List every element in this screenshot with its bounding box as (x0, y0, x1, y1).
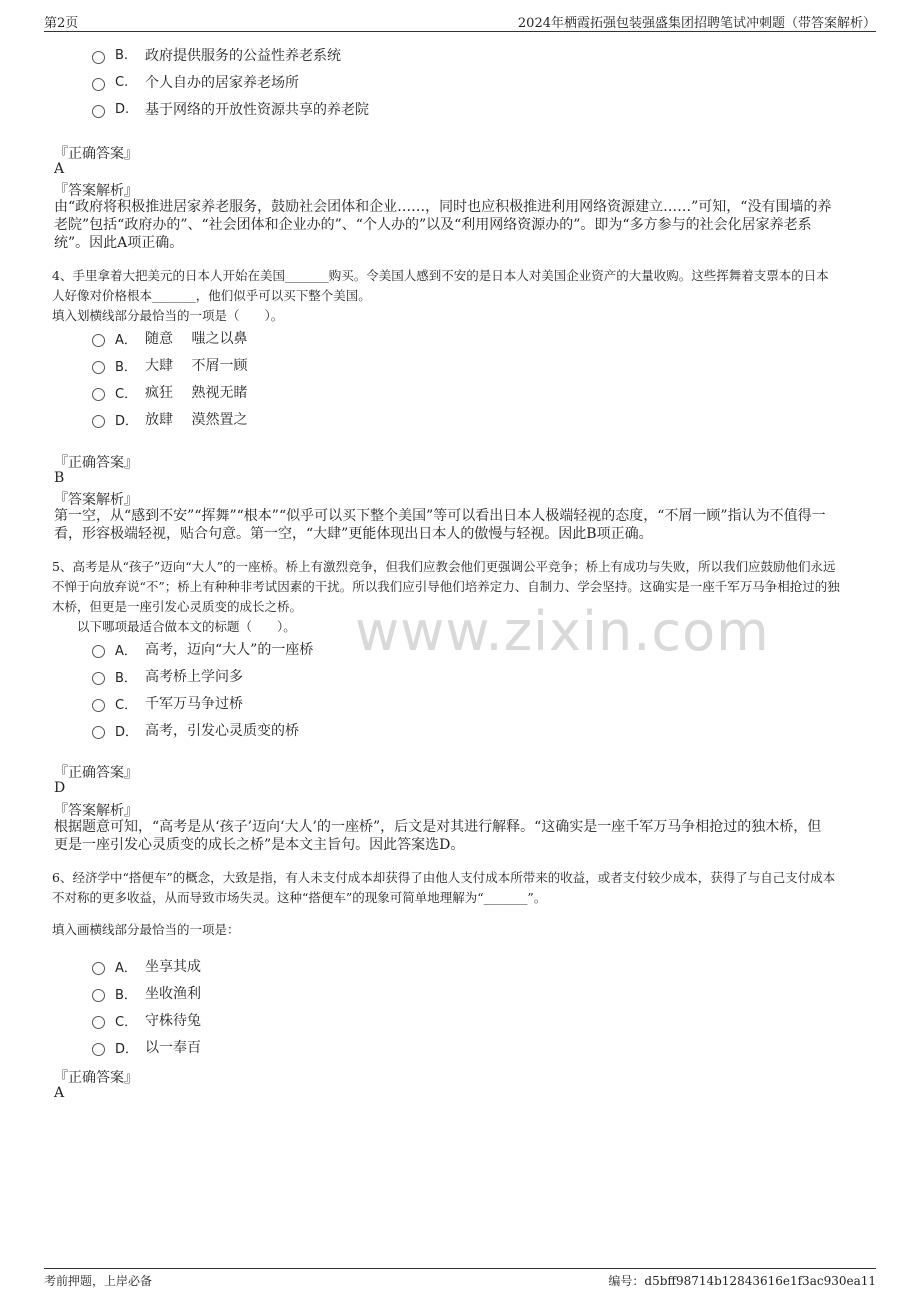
radio-icon[interactable] (92, 51, 105, 64)
option-a[interactable]: A． 坐享其成 (92, 956, 201, 976)
document-title: 2024年栖霞拓强包装强盛集团招聘笔试冲刺题（带答案解析） (517, 16, 876, 31)
answer-heading: 『正确答案』 (54, 765, 138, 781)
answer-value: A (54, 1085, 65, 1101)
radio-icon[interactable] (92, 334, 105, 347)
radio-icon[interactable] (92, 415, 105, 428)
option-a[interactable]: A． 随意 嗤之以鼻 (92, 328, 247, 348)
radio-icon[interactable] (92, 645, 105, 658)
analysis-heading: 『答案解析』 (54, 492, 138, 508)
option-d[interactable]: D. 基于网络的开放性资源共享的养老院 (92, 99, 369, 119)
answer-value: A (54, 161, 65, 177)
analysis-text: 第一空，从“感到不安”“挥舞”“根本”“似乎可以买下整个美国”等可以看出日本人极端轻视的态度，“不屑一顾”指认为不值得一 看，形容极端轻视，贴合句意。第一空，“大肆”更能体现出日本人的傲慢与轻视。因此B项正确。 (54, 508, 826, 542)
option-c[interactable]: C. 个人自办的居家养老场所 (92, 72, 299, 92)
radio-icon[interactable] (92, 699, 105, 712)
option-d[interactable]: D． 放肆 漠然置之 (92, 409, 247, 429)
page-number: 第2页 (44, 16, 79, 31)
radio-icon[interactable] (92, 726, 105, 739)
option-b[interactable]: B． 高考桥上学问多 (92, 666, 243, 686)
analysis-heading: 『答案解析』 (54, 183, 138, 199)
radio-icon[interactable] (92, 78, 105, 91)
watermark: www.zixin.com (355, 600, 770, 663)
option-c[interactable]: C． 守株待兔 (92, 1010, 201, 1030)
answer-heading: 『正确答案』 (54, 1070, 138, 1086)
radio-icon[interactable] (92, 388, 105, 401)
option-c[interactable]: C． 千军万马争过桥 (92, 693, 243, 713)
answer-heading: 『正确答案』 (54, 455, 138, 471)
question-prompt: 填入画横线部分最恰当的一项是： (52, 922, 240, 937)
radio-icon[interactable] (92, 962, 105, 975)
option-d[interactable]: D． 高考，引发心灵质变的桥 (92, 720, 299, 740)
footer-doc-id: 编号：d5bff98714b12843616e1f3ac930ea11 (608, 1274, 876, 1288)
question-stem: 4、手里拿着大把美元的日本人开始在美国_______购买。令美国人感到不安的是日本人对美国企业资产的大量收购。这些挥舞着支票本的日本 人好像对价格根本_______，他们似乎可以买下整个美国。 填入划横线部分最恰当的一项是（ ）。 (52, 268, 829, 323)
radio-icon[interactable] (92, 1043, 105, 1056)
question-stem: 5、高考是从“孩子”迈向“大人”的一座桥。桥上有激烈竞争，但我们应教会他们更强调公平竞争；桥上有成功与失败，所以我们应鼓励他们永远 不惮于向放弃说“不”；桥上有种种非考试因素的干扰。所以我们应引导他们培养定力、自制力、学会坚持。这确实是一座千军万马争相抢过的独 木桥，但更是一座引发心灵质变的成长之桥。 以下哪项最适合做本文的标题（ ）。 (52, 559, 840, 634)
analysis-heading: 『答案解析』 (54, 803, 138, 819)
question-stem: 6、经济学中“搭便车”的概念，大致是指，有人未支付成本却获得了由他人支付成本所带来的收益，或者支付较少成本，获得了与自己支付成本 不对称的更多收益，从而导致市场失灵。这种“搭便车”的现象可简单地理解为“_______”。 (52, 870, 836, 905)
analysis-text: 根据题意可知，“高考是从‘孩子’迈向‘大人’的一座桥”，后文是对其进行解释。“这确实是一座千军万马争相抢过的独木桥，但 更是一座引发心灵质变的成长之桥”是本文主旨句。因此答案选D。 (54, 819, 822, 853)
radio-icon[interactable] (92, 672, 105, 685)
footer-slogan: 考前押题，上岸必备 (44, 1274, 153, 1288)
answer-heading: 『正确答案』 (54, 146, 138, 162)
option-b[interactable]: B． 大肆 不屑一顾 (92, 355, 247, 375)
radio-icon[interactable] (92, 361, 105, 374)
option-b[interactable]: B. 政府提供服务的公益性养老系统 (92, 45, 341, 65)
radio-icon[interactable] (92, 989, 105, 1002)
answer-value: D (54, 780, 66, 796)
header-rule (44, 31, 876, 32)
footer-rule (44, 1268, 876, 1269)
option-a[interactable]: A． 高考，迈向“大人”的一座桥 (92, 639, 313, 659)
option-d[interactable]: D． 以一奉百 (92, 1037, 201, 1057)
radio-icon[interactable] (92, 105, 105, 118)
radio-icon[interactable] (92, 1016, 105, 1029)
option-b[interactable]: B． 坐收渔利 (92, 983, 201, 1003)
analysis-text: 由“政府将积极推进居家养老服务，鼓励社会团体和企业……，同时也应积极推进利用网络资源建立……”可知，“没有围墙的养 老院”包括“政府办的”、“社会团体和企业办的”、“个人办的”以及“利用网络资源办的”。即为“多方参与的社会化居家养老系 统”。因此A项正确。 (54, 199, 832, 251)
answer-value: B (54, 470, 65, 486)
option-c[interactable]: C． 疯狂 熟视无睹 (92, 382, 247, 402)
